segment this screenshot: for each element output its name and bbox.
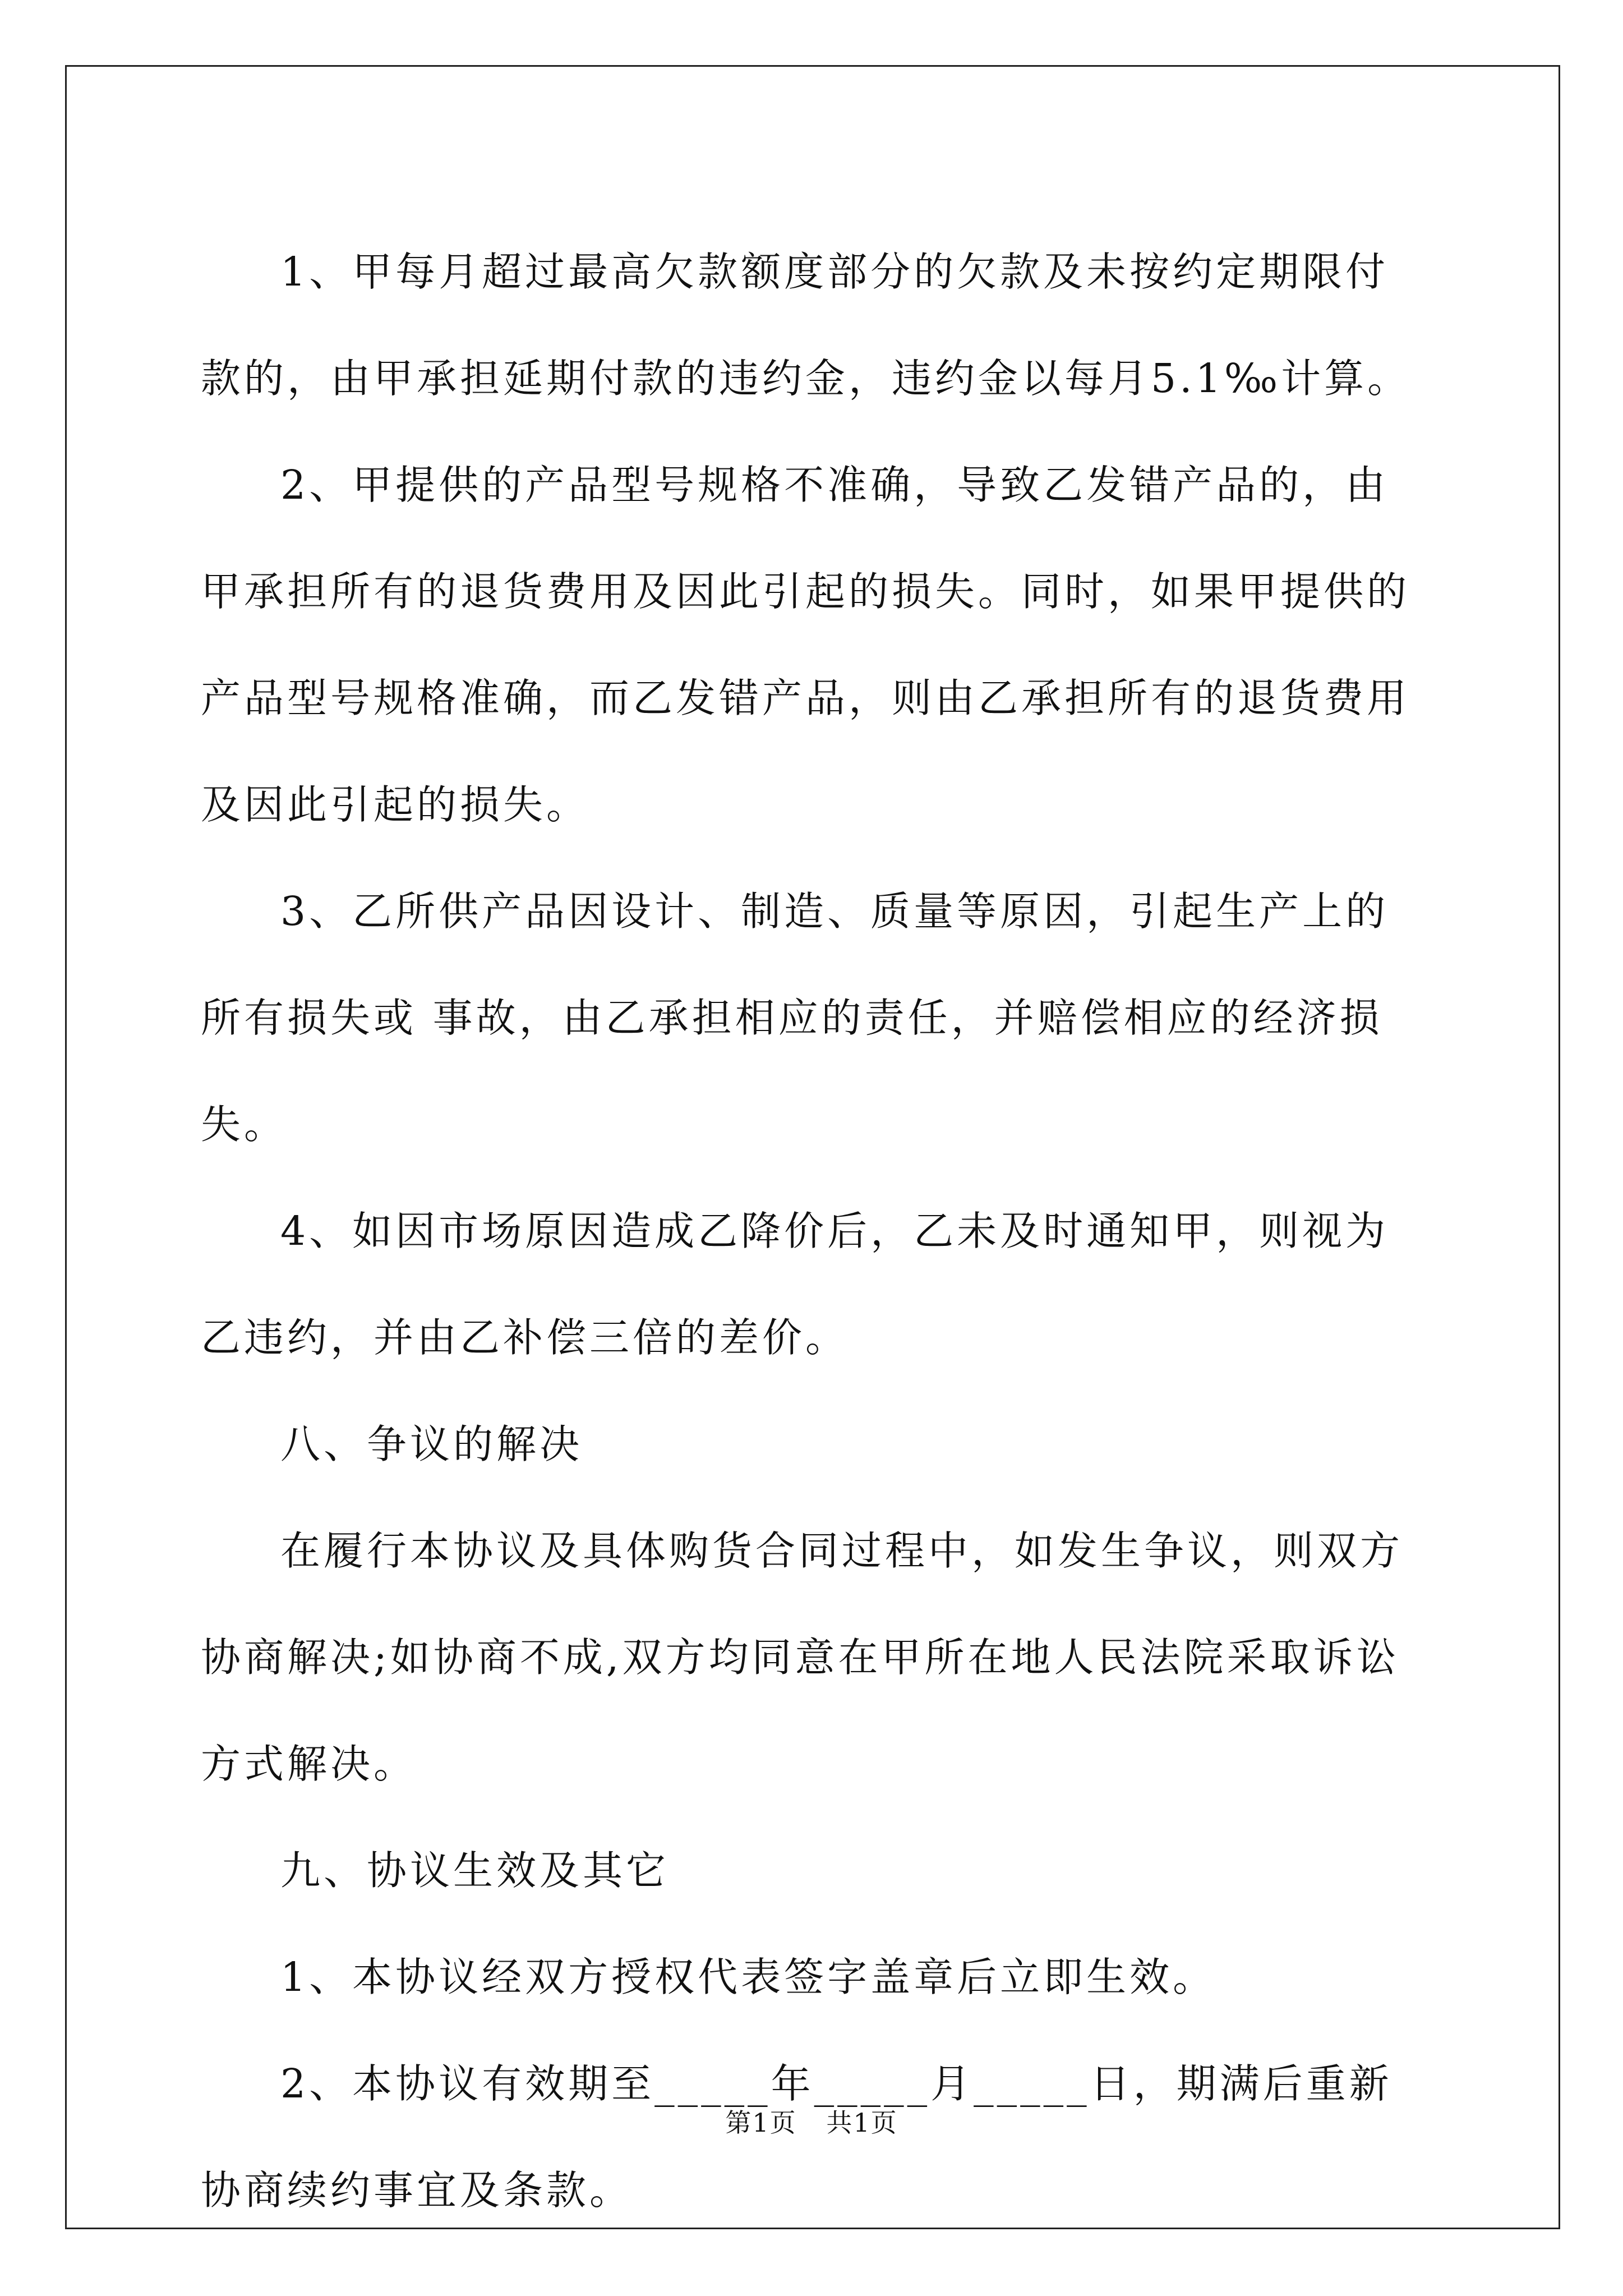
clause-paragraph: 4、如因市场原因造成乙降价后，乙未及时通知甲，则视为乙违约，并由乙补偿三倍的差价。 xyxy=(201,1208,1389,1361)
clause-paragraph: 3、乙所供产品因设计、制造、质量等原因，引起生产上的所有损失或 事故，由乙承担相应的责任，并赔偿相应的经济损失。 xyxy=(201,888,1389,1148)
page-footer xyxy=(0,2102,1623,2139)
clause-paragraph: 2、本协议有效期至_____年_____月_____日，期满后重新协商续约事宜及条款。 xyxy=(201,2060,1393,2214)
section-heading: 八、争议的解决 xyxy=(280,1421,583,1467)
page-total: 共1页 xyxy=(826,2108,898,2138)
clause-paragraph: 在履行本协议及具体购货合同过程中，如发生争议，则双方协商解决;如协商不成,双方均同意在甲所在地人民法院采取诉讼方式解决。 xyxy=(201,1527,1404,1787)
clause-paragraph: 1、本协议经双方授权代表签字盖章后立即生效。 xyxy=(280,1954,1216,2000)
section-heading: 九、协议生效及其它 xyxy=(280,1847,670,1894)
page-number: 第1页 xyxy=(725,2108,797,2138)
document-body xyxy=(201,219,1429,2244)
clause-paragraph: 1、甲每月超过最高欠款额度部分的欠款及未按约定期限付款的，由甲承担延期付款的违约金，违约金以每月5.1‰计算。 xyxy=(201,249,1411,402)
clause-paragraph: 2、甲提供的产品型号规格不准确，导致乙发错产品的，由甲承担所有的退货费用及因此引起的损失。同时，如果甲提供的产品型号规格准确，而乙发错产品，则由乙承担所有的退货费用及因此引起的损失。 xyxy=(201,462,1410,828)
